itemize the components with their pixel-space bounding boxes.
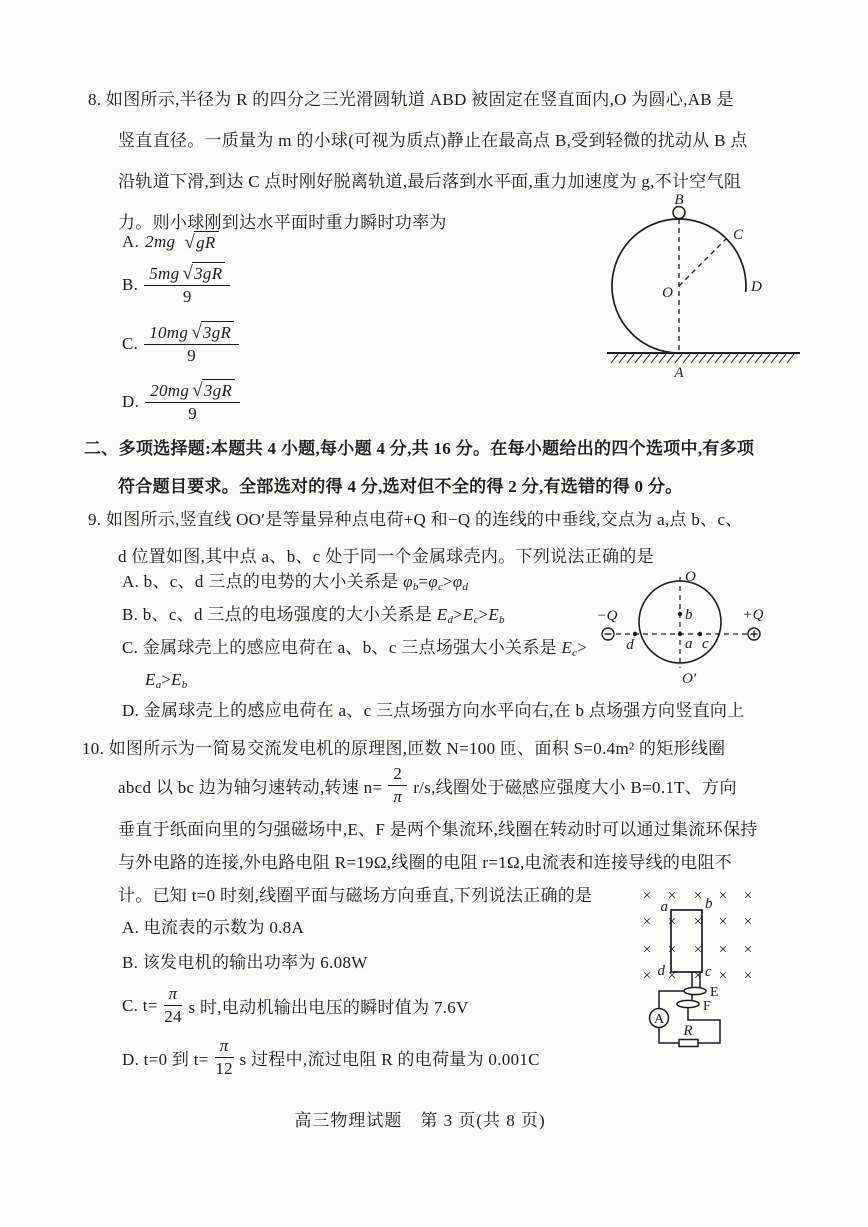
q8-line-1: 8. 如图所示,半径为 R 的四分之三光滑圆轨道 ABD 被固定在竖直面内,O 为圆心,AB 是 <box>88 90 734 109</box>
field-cross-icon: × <box>743 914 753 930</box>
sqrt-expression <box>191 321 234 343</box>
fraction <box>164 984 183 1028</box>
formula-term: E <box>145 670 156 689</box>
field-cross-icon: × <box>718 968 728 984</box>
formula-subscript: d <box>447 614 453 626</box>
footer-page-number: 高三物理试题 第 3 页(共 8 页) <box>294 1111 546 1130</box>
slip-ring-e <box>684 987 706 994</box>
formula-operator: > <box>577 638 587 657</box>
formula-term: φ <box>452 572 463 591</box>
option-text: C. t= <box>122 995 158 1015</box>
q9-label-c: c <box>702 636 709 652</box>
q8-label-O: O <box>662 285 673 301</box>
radical-icon: √ <box>191 322 202 343</box>
field-cross-icon: × <box>718 942 728 958</box>
field-cross-icon: × <box>693 942 703 958</box>
fraction <box>144 321 239 367</box>
formula-subscript: b <box>412 581 419 593</box>
formula-operator: > <box>161 670 172 689</box>
radical-icon: √ <box>184 232 196 253</box>
option-text: s 时,电动机输出电压的瞬时值为 7.6V <box>188 998 469 1018</box>
radicand: 3gR <box>192 262 225 284</box>
q8-line-4: 力。则小球刚到达水平面时重力瞬时功率为 <box>118 213 447 232</box>
formula-coefficient: 20mg <box>150 381 190 400</box>
formula-term: E <box>436 605 448 624</box>
field-cross-icon: × <box>667 968 677 984</box>
formula-term: φ <box>403 572 413 591</box>
fraction-numerator <box>144 321 239 345</box>
fraction-denominator: 12 <box>215 1059 233 1079</box>
wire-ammeter-to-resistor <box>659 1028 679 1044</box>
field-cross-icon: × <box>693 914 703 930</box>
q10-line-2 <box>118 764 737 808</box>
radical-icon: √ <box>182 263 194 284</box>
radius-oc-dashed-line <box>679 239 726 286</box>
q10-line-5: 计。已知 t=0 时刻,线圈平面与磁场方向垂直,下列说法正确的是 <box>118 886 593 905</box>
q8-option-a <box>122 231 219 253</box>
point-a-dot <box>678 632 682 636</box>
q9-option-c-line-2 <box>145 668 187 694</box>
fraction-numerator: π <box>164 984 183 1006</box>
field-cross-icon: × <box>743 942 753 958</box>
q10-label-E: E <box>710 985 719 1000</box>
q10-label-R: R <box>683 1023 693 1039</box>
formula-coefficient: 5mg <box>149 264 180 283</box>
q10-label-a: a <box>660 899 668 915</box>
option-text: B. b、c、d 三点的电场强度的大小关系是 <box>122 605 437 624</box>
line-text: abcd 以 bc 边为轴匀速转动,转速 n= <box>118 778 383 798</box>
q10-label-d: d <box>657 963 665 979</box>
resistor <box>679 1040 698 1047</box>
formula-coefficient: 2mg <box>145 232 176 251</box>
radical-icon: √ <box>192 380 203 401</box>
field-cross-icon: × <box>693 968 703 984</box>
section2-header-line-2: 符合题目要求。全部选对的得 4 分,选对但不全的得 2 分,有选错的得 0 分。 <box>118 477 683 496</box>
q10-label-F: F <box>703 999 711 1014</box>
q9-label-d: d <box>626 637 634 653</box>
q9-label-negQ: −Q <box>596 608 618 624</box>
q8-label-D: D <box>751 279 762 295</box>
q8-circular-track-diagram <box>595 193 810 388</box>
q9-label-O: O <box>685 569 696 585</box>
q8-option-b <box>122 262 230 308</box>
point-d-dot <box>633 632 637 636</box>
option-label: B. <box>122 274 139 294</box>
q9-option-b <box>122 603 505 629</box>
field-cross-icon: × <box>642 942 652 958</box>
fraction-denominator: 9 <box>182 287 192 307</box>
option-text: s 过程中,流过电阻 R 的电荷量为 0.001C <box>239 1050 540 1070</box>
field-cross-icon: × <box>693 888 703 904</box>
fraction-denominator: 9 <box>188 404 198 424</box>
field-cross-icon: × <box>667 914 677 930</box>
q9-option-c-line-1 <box>122 636 587 662</box>
formula-subscript: a <box>155 679 162 691</box>
option-label: D. <box>122 391 140 411</box>
q9-line-2: d 位置如图,其中点 a、b、c 处于同一个金属球壳内。下列说法正确的是 <box>118 547 654 566</box>
q9-label-b: b <box>685 607 693 623</box>
formula-operator: > <box>452 605 463 624</box>
slip-ring-f <box>677 1000 699 1007</box>
q10-label-b: b <box>705 896 713 912</box>
fraction-numerator <box>144 262 230 286</box>
q10-line-3: 垂直于纸面向里的匀强磁场中,E、F 是两个集流环,线圈在转动时可以通过集流环保持 <box>118 820 758 839</box>
field-cross-icon: × <box>642 914 652 930</box>
q9-option-a <box>122 570 468 596</box>
q8-option-d <box>122 379 240 425</box>
formula-subscript: c <box>437 581 443 593</box>
option-text: C. 金属球壳上的感应电荷在 a、b、c 三点场强大小关系是 <box>122 638 562 657</box>
q8-label-B: B <box>674 193 684 208</box>
fraction-numerator <box>145 379 240 403</box>
formula-term: E <box>171 670 182 689</box>
radicand: 3gR <box>201 321 234 343</box>
field-cross-icon: × <box>667 888 677 904</box>
formula-coefficient: 10mg <box>149 323 189 342</box>
q10-label-c: c <box>705 964 712 980</box>
formula-subscript: c <box>473 614 479 626</box>
radicand: gR <box>194 231 218 253</box>
q9-label-posQ: +Q <box>742 607 764 623</box>
q10-line-4: 与外电路的连接,外电路电阻 R=19Ω,线圈的电阻 r=1Ω,电流表和连接导线的电阻不 <box>118 853 733 872</box>
formula-operator: = <box>418 572 429 591</box>
point-b-dot <box>678 612 682 616</box>
sqrt-expression <box>182 262 225 284</box>
q10-option-c <box>122 984 469 1028</box>
fraction-denominator: 24 <box>164 1007 182 1027</box>
fraction <box>388 764 407 808</box>
sqrt-expression <box>184 231 218 253</box>
q8-option-c <box>122 321 239 367</box>
ammeter-letter: A <box>653 1012 665 1027</box>
field-cross-icon: × <box>743 888 753 904</box>
fraction-numerator: 2 <box>388 764 407 786</box>
field-cross-icon: × <box>642 888 652 904</box>
q9-line-1: 9. 如图所示,竖直线 OO′是等量异种点电荷+Q 和−Q 的连线的中垂线,交点为 a,点 b、c、 <box>88 510 743 529</box>
q10-option-d <box>122 1036 540 1080</box>
field-cross-icon: × <box>743 968 753 984</box>
formula-subscript: b <box>181 679 188 691</box>
field-cross-icon: × <box>642 968 652 984</box>
formula-term: φ <box>428 572 438 591</box>
q8-line-3: 沿轨道下滑,到达 C 点时刚好脱离轨道,最后落到水平面,重力加速度为 g,不计空气阻 <box>118 172 742 191</box>
q9-label-O-prime: O′ <box>682 671 697 687</box>
line-text: r/s,线圈处于磁感应强度大小 B=0.1T、方向 <box>413 778 737 798</box>
option-text: D. t=0 到 t= <box>122 1050 209 1070</box>
option-label: C. <box>122 333 139 353</box>
q10-option-a: A. 电流表的示数为 0.8A <box>122 918 305 937</box>
field-cross-icon: × <box>718 888 728 904</box>
formula-term: E <box>561 638 573 657</box>
formula-operator: > <box>478 605 489 624</box>
section2-header-line-1: 二、多项选择题:本题共 4 小题,每小题 4 分,共 16 分。在每小题给出的四个选项中,有多项 <box>84 439 755 458</box>
q10-generator-diagram <box>628 883 838 1083</box>
q10-option-b: B. 该发电机的输出功率为 6.08W <box>122 953 368 972</box>
formula-operator: > <box>442 572 453 591</box>
q8-label-A: A <box>674 365 684 381</box>
fraction <box>145 379 240 425</box>
field-cross-icon: × <box>667 942 677 958</box>
formula-term: E <box>488 605 500 624</box>
formula-subscript: d <box>462 581 468 593</box>
fraction <box>215 1036 234 1080</box>
fraction <box>144 262 230 308</box>
fraction-denominator: 9 <box>187 346 197 366</box>
sqrt-expression <box>192 379 235 401</box>
option-text: A. b、c、d 三点的电势的大小关系是 <box>122 572 404 591</box>
q8-label-C: C <box>733 227 744 243</box>
q8-line-2: 竖直直径。一质量为 m 的小球(可视为质点)静止在最高点 B,受到轻微的扰动从 B 点 <box>118 131 748 150</box>
formula-subscript: b <box>499 614 505 626</box>
formula-subscript: c <box>572 647 578 659</box>
q9-label-a: a <box>685 636 693 652</box>
option-label: A. <box>122 232 140 251</box>
radicand: 3gR <box>202 379 235 401</box>
fraction-denominator: π <box>393 787 403 807</box>
ball-icon <box>673 207 685 219</box>
q9-charges-shell-diagram <box>585 563 820 698</box>
field-cross-icon: × <box>718 914 728 930</box>
ground-hatching <box>611 354 794 363</box>
q9-option-d: D. 金属球壳上的感应电荷在 a、c 三点场强方向水平向右,在 b 点场强方向竖直向上 <box>122 701 745 720</box>
formula-term: E <box>462 605 474 624</box>
q10-line-1: 10. 如图所示为一简易交流发电机的原理图,匝数 N=100 匝、面积 S=0.4m² 的矩形线圈 <box>82 739 726 758</box>
fraction-numerator: π <box>215 1036 234 1058</box>
